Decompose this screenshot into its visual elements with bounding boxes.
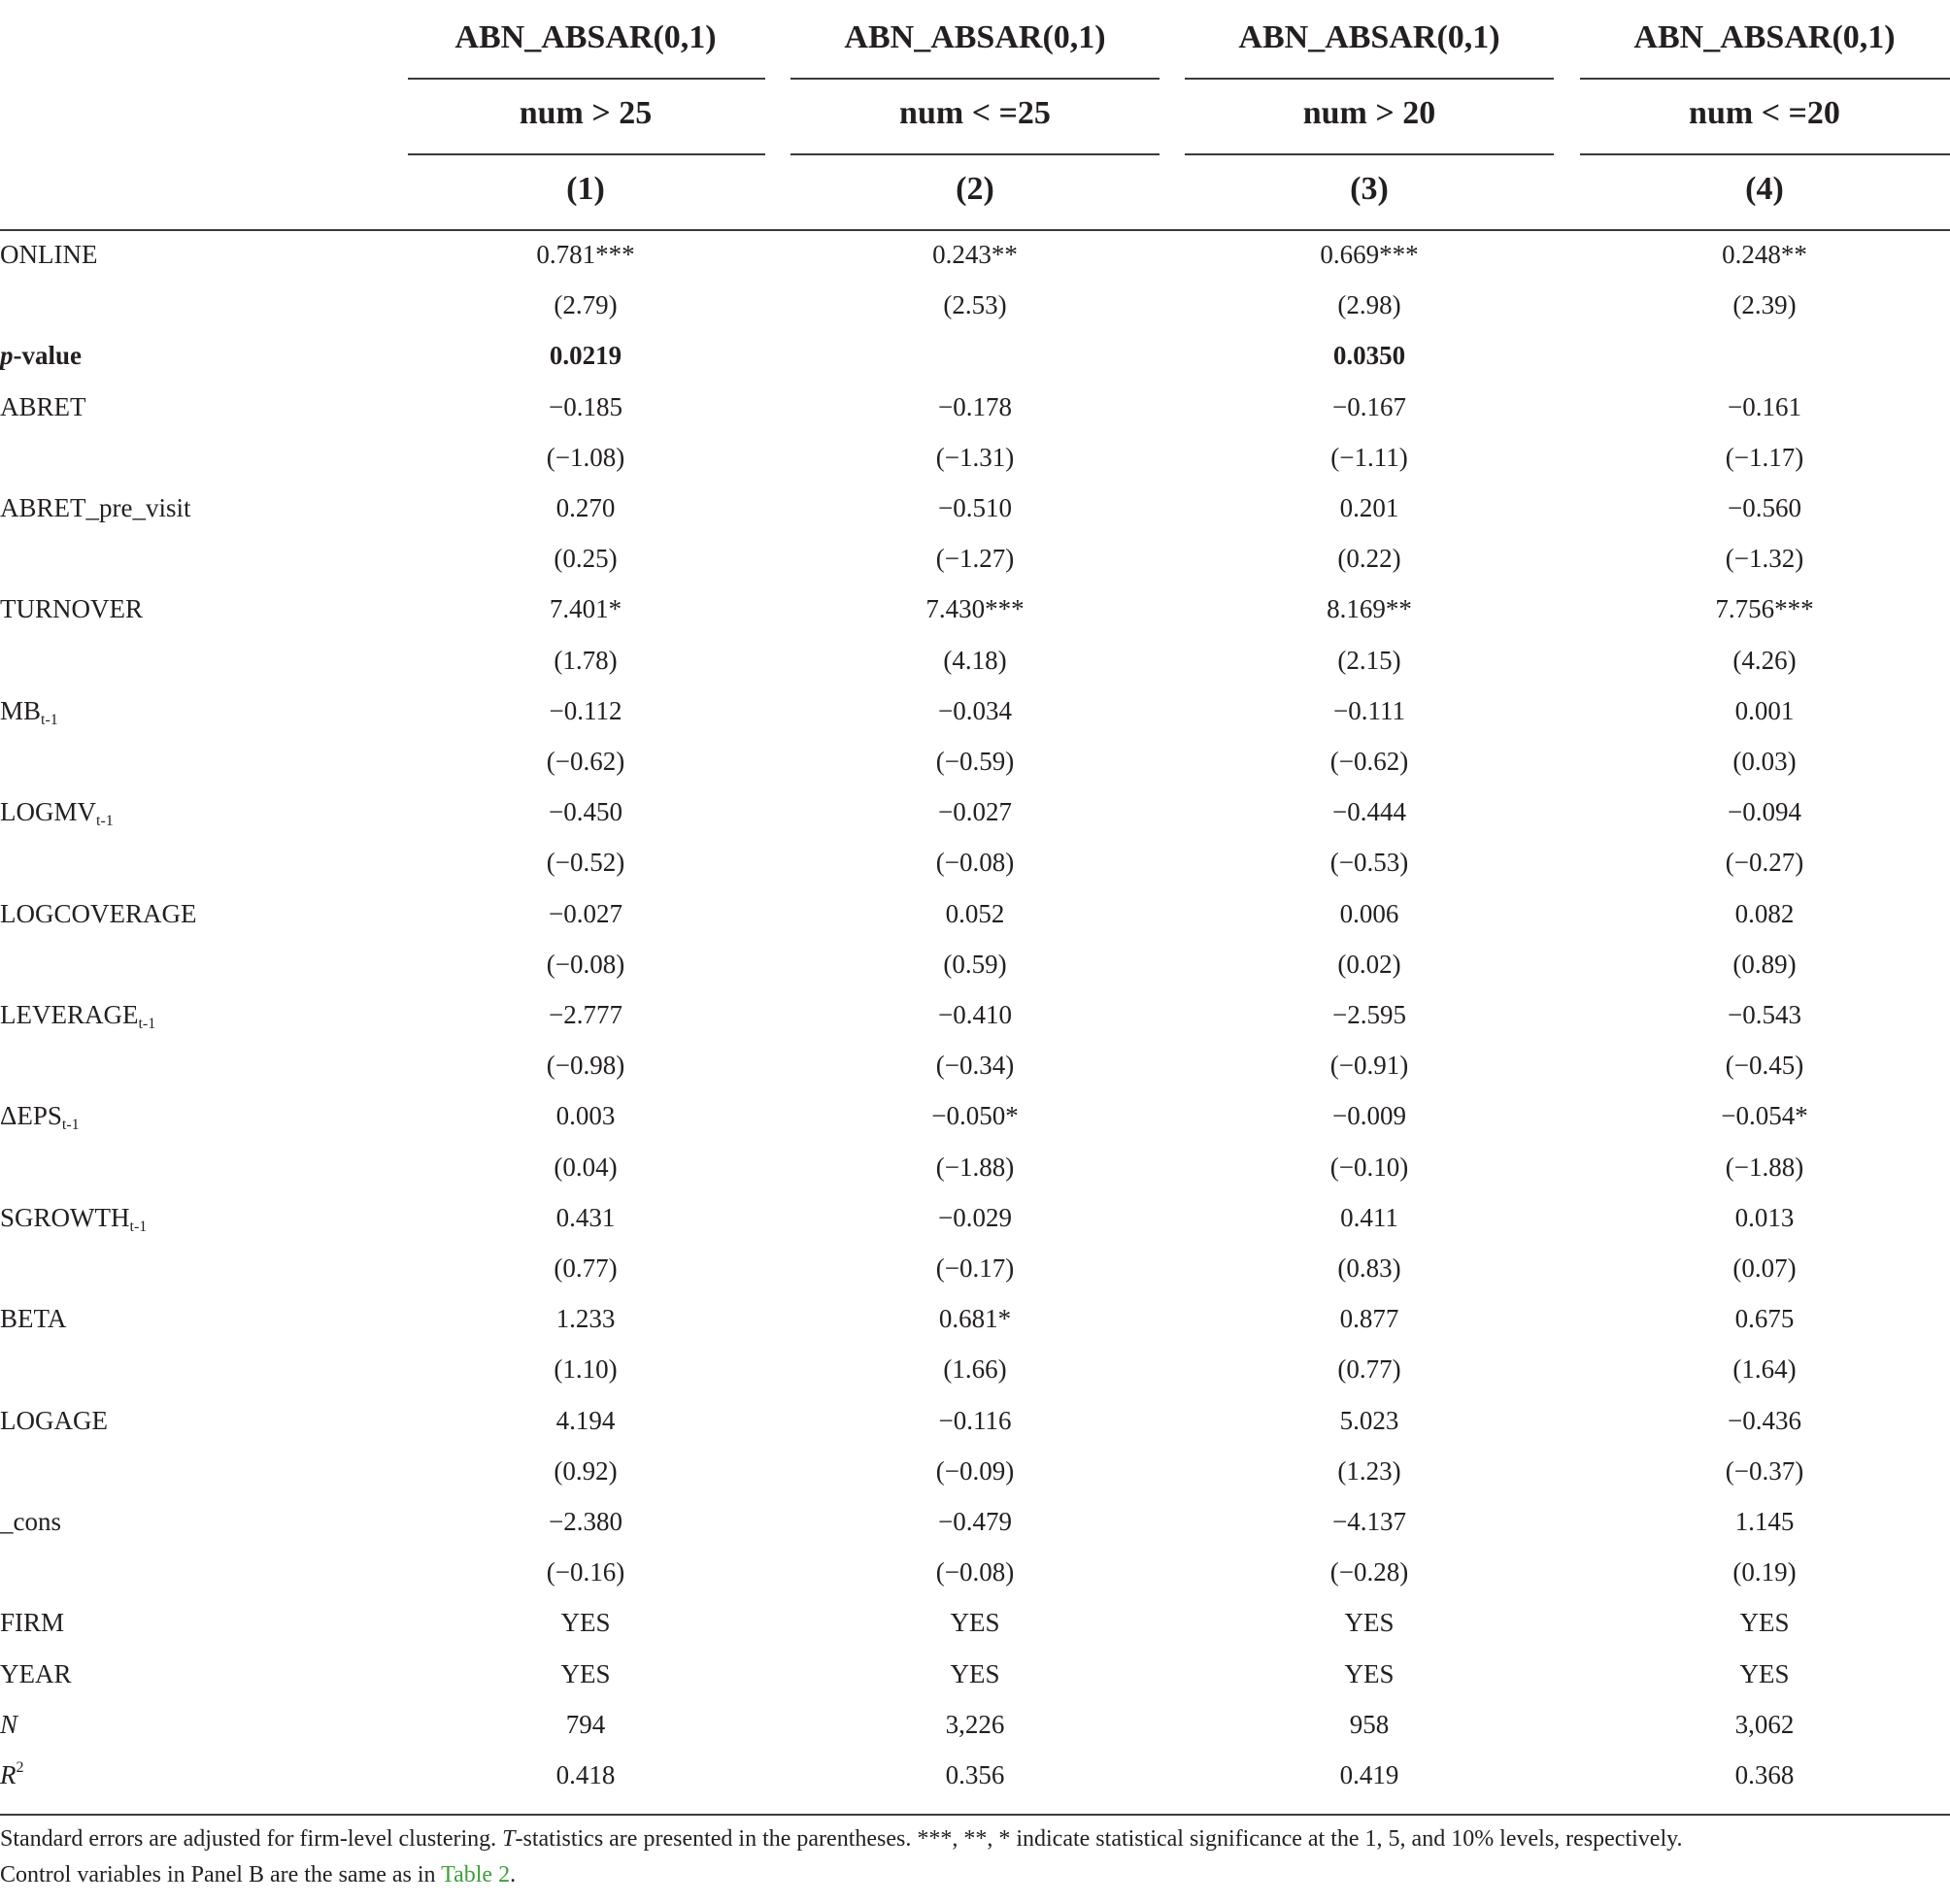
table-cell: −0.009 (1332, 1101, 1406, 1131)
table-cell: (−0.59) (935, 747, 1015, 776)
row-label-text: LOGAGE (0, 1405, 108, 1435)
table-cell: YES (1739, 1608, 1790, 1638)
table-row (0, 1090, 1950, 1141)
table-cell: (0.92) (554, 1455, 618, 1486)
table-cell: −0.543 (1728, 1000, 1801, 1029)
row-label-text: TURNOVER (0, 594, 143, 624)
table-row (0, 1293, 1950, 1344)
row-label-superscript: 2 (16, 1759, 24, 1776)
table-cell: 8.169** (1327, 594, 1412, 624)
table-cell: 7.401* (549, 594, 622, 624)
sample-header: num < =25 (899, 95, 1051, 131)
column-number-row (0, 151, 1950, 227)
table-row (0, 1496, 1950, 1547)
row-label (0, 1750, 24, 1800)
table-cell: 0.243** (932, 240, 1018, 269)
header-divider (1185, 153, 1554, 155)
table-cell: −0.027 (938, 797, 1012, 827)
table-cell: −0.111 (1333, 695, 1405, 725)
column-number: (1) (566, 171, 605, 207)
table-cell: −0.410 (938, 1000, 1012, 1029)
row-label (0, 989, 155, 1040)
row-label (0, 1597, 64, 1648)
table-cell: −0.094 (1728, 797, 1801, 827)
table-row (0, 786, 1950, 837)
row-label (0, 1699, 17, 1750)
table-row (0, 939, 1950, 989)
table-cell: −0.185 (549, 391, 622, 421)
table-cell: (−0.27) (1725, 848, 1804, 878)
table-cell: YES (560, 1608, 611, 1638)
table-cell: 0.0219 (549, 341, 622, 371)
row-label-italic: R (0, 1760, 17, 1789)
table-row (0, 1243, 1950, 1293)
table-cell: 0.201 (1339, 493, 1399, 522)
table-cell: −2.595 (1332, 1000, 1406, 1029)
row-label (0, 1496, 61, 1547)
table-cell: −0.034 (938, 695, 1012, 725)
table-cell: YES (1344, 1658, 1395, 1688)
table-cell: −0.479 (938, 1507, 1012, 1536)
table-cell: (0.04) (554, 1152, 618, 1182)
row-label-text: LOGMV (0, 797, 96, 827)
table-cell: (0.59) (943, 949, 1007, 979)
table-cell: 0.431 (555, 1202, 616, 1232)
table-cell: (2.39) (1732, 290, 1797, 320)
table-cell: −0.167 (1332, 391, 1406, 421)
row-label-text: YEAR (0, 1658, 72, 1688)
row-label-text: -value (13, 341, 82, 371)
table-row (0, 1040, 1950, 1090)
table-row (0, 989, 1950, 1040)
table-row (0, 837, 1950, 887)
row-label-text: LEVERAGE (0, 1000, 139, 1029)
table-cell: 0.669*** (1320, 240, 1419, 269)
table-cell (1580, 330, 1949, 381)
table-row (0, 1344, 1950, 1394)
table-cell: (−1.31) (935, 442, 1015, 472)
table-cell (790, 330, 1160, 381)
table-row (0, 1142, 1950, 1192)
row-label (0, 1192, 147, 1243)
table-cell: 0.368 (1734, 1760, 1795, 1789)
table-cell: (0.22) (1337, 544, 1401, 574)
table-cell: 0.003 (555, 1101, 616, 1131)
table-row (0, 1597, 1950, 1648)
dep-var-header-row (0, 0, 1950, 76)
table-cell: −0.510 (938, 493, 1012, 522)
table-row (0, 1192, 1950, 1243)
table-row (0, 1649, 1950, 1699)
table-cell: (−1.17) (1725, 442, 1804, 472)
header-divider (408, 78, 765, 80)
sample-header-row (0, 76, 1950, 151)
table-cell: −0.444 (1332, 797, 1406, 827)
table-cell: (−0.37) (1725, 1455, 1804, 1486)
table-cell: (0.07) (1732, 1253, 1797, 1283)
table-cell: 5.023 (1339, 1405, 1399, 1435)
table-cell: 0.0350 (1332, 341, 1406, 371)
table-cell: 0.419 (1339, 1760, 1399, 1789)
dep-var-header: ABN_ABSAR(0,1) (454, 19, 717, 55)
row-label-italic: N (0, 1709, 18, 1739)
table-cell: 0.418 (555, 1760, 616, 1789)
table-cell: 0.781*** (536, 240, 635, 269)
table-cell: 1.233 (555, 1304, 616, 1334)
table-cell: 7.430*** (925, 594, 1025, 624)
table-cell: (0.19) (1732, 1557, 1797, 1587)
table-cell: (−0.34) (935, 1051, 1015, 1081)
table-cell: (1.64) (1732, 1354, 1797, 1385)
row-label (0, 382, 86, 432)
table-cell: (−0.08) (935, 1557, 1015, 1587)
footnote-line-1: Standard errors are adjusted for firm-level clustering. T-statistics are presented in the parentheses. ***, **, * indicate statistical significance at the 1, 5, and 10% levels, respectively. (0, 1826, 1683, 1852)
table-cell: (2.98) (1337, 290, 1401, 320)
header-divider (790, 78, 1160, 80)
sample-header: num > 25 (519, 95, 653, 131)
table-cell: 0.356 (945, 1760, 1005, 1789)
table-cell: 3,062 (1734, 1709, 1795, 1739)
row-label (0, 786, 114, 837)
table-cell: 0.681* (938, 1304, 1012, 1334)
table-cell: (−0.17) (935, 1253, 1015, 1283)
table-cell: 0.082 (1734, 898, 1795, 928)
row-label (0, 483, 191, 533)
table-cell: 0.411 (1340, 1202, 1398, 1232)
table-cell: (−0.16) (546, 1557, 625, 1587)
table-cell: (0.03) (1732, 747, 1797, 776)
table-cell: (0.02) (1337, 949, 1401, 979)
table-cell: 0.001 (1734, 695, 1795, 725)
table-cell: 0.248** (1722, 240, 1807, 269)
table-cell: (−0.28) (1329, 1557, 1409, 1587)
table-cell: (4.26) (1732, 645, 1797, 675)
row-label-subscript: t-1 (96, 813, 114, 830)
table-cell: (0.83) (1337, 1253, 1401, 1283)
table-row (0, 229, 1950, 280)
row-label (0, 330, 82, 381)
table-cell: 0.270 (555, 493, 616, 522)
table-cell: 0.052 (945, 898, 1005, 928)
table-row (0, 330, 1950, 381)
table-cell: YES (560, 1658, 611, 1688)
table-row (0, 1395, 1950, 1446)
table-cell: 4.194 (555, 1405, 616, 1435)
table-cell: (2.15) (1337, 645, 1401, 675)
table-cell: (2.53) (943, 290, 1007, 320)
table-cell: (−0.98) (546, 1051, 625, 1081)
row-label-text: ABRET_pre_visit (0, 493, 191, 522)
table-cell: (−1.32) (1725, 544, 1804, 574)
table-cell: (1.66) (943, 1354, 1007, 1385)
table-cell: −0.029 (938, 1202, 1012, 1232)
table-cell: (0.77) (554, 1253, 618, 1283)
table-cell: (2.79) (554, 290, 618, 320)
table-row (0, 533, 1950, 584)
header-divider (408, 153, 765, 155)
table-cell: (−1.88) (1725, 1152, 1804, 1182)
header-divider (1580, 153, 1950, 155)
row-label (0, 1395, 108, 1446)
table-cell: 7.756*** (1715, 594, 1814, 624)
table-cell: (0.77) (1337, 1354, 1401, 1385)
sample-header: num > 20 (1302, 95, 1436, 131)
table-cell: (0.25) (554, 544, 618, 574)
dep-var-header: ABN_ABSAR(0,1) (1238, 19, 1500, 55)
dep-var-header: ABN_ABSAR(0,1) (1633, 19, 1896, 55)
table-cell: 1.145 (1734, 1507, 1795, 1536)
table-cell: 0.877 (1339, 1304, 1399, 1334)
table-cell: −2.777 (549, 1000, 622, 1029)
table-bottom-rule (0, 1814, 1950, 1816)
table-row (0, 1750, 1950, 1800)
table-cell: (−0.91) (1329, 1051, 1409, 1081)
table-cell: (0.89) (1732, 949, 1797, 979)
table-cell: 0.675 (1734, 1304, 1795, 1334)
table-cell: −0.027 (549, 898, 622, 928)
row-label-subscript: t-1 (61, 1117, 80, 1134)
table-cell: 0.013 (1734, 1202, 1795, 1232)
table-cell: (−1.08) (546, 442, 625, 472)
table-row (0, 685, 1950, 736)
row-label-text: ΔEPS (0, 1101, 62, 1131)
row-label-text: _cons (0, 1507, 61, 1536)
table-cell: (−0.53) (1329, 848, 1409, 878)
row-label-text: SGROWTH (0, 1202, 130, 1232)
header-divider (790, 153, 1160, 155)
table-cell: −2.380 (549, 1507, 622, 1536)
table-cell: −0.116 (938, 1405, 1012, 1435)
row-label-text: ONLINE (0, 240, 98, 269)
table-cell: (−0.62) (1329, 747, 1409, 776)
table-cell: YES (950, 1608, 1000, 1638)
row-label-subscript: t-1 (41, 711, 58, 728)
table-footnote (0, 1821, 1933, 1893)
table-cell: YES (1739, 1658, 1790, 1688)
table-cell: −0.178 (938, 391, 1012, 421)
table-row (0, 584, 1950, 634)
row-label (0, 888, 197, 939)
table-row (0, 382, 1950, 432)
row-label-subscript: t-1 (138, 1016, 156, 1032)
table-row (0, 280, 1950, 330)
table-cell: (−1.88) (935, 1152, 1015, 1182)
row-label-subscript: t-1 (129, 1218, 148, 1235)
table-row (0, 432, 1950, 483)
table-cell: (−0.45) (1725, 1051, 1804, 1081)
table-cell: −0.450 (549, 797, 622, 827)
table-cell: (1.23) (1337, 1455, 1401, 1486)
table-row (0, 736, 1950, 786)
dep-var-header: ABN_ABSAR(0,1) (844, 19, 1106, 55)
table-cell: 958 (1349, 1709, 1390, 1739)
table-cell: YES (950, 1658, 1000, 1688)
row-label (0, 1090, 80, 1141)
column-number: (2) (956, 171, 994, 207)
table-row (0, 888, 1950, 939)
row-label-text: BETA (0, 1304, 67, 1334)
row-label-text: FIRM (0, 1608, 65, 1638)
table-cell: (−1.11) (1330, 442, 1408, 472)
table-cell: −0.054* (1721, 1101, 1808, 1131)
table-row (0, 635, 1950, 685)
column-number: (3) (1350, 171, 1389, 207)
table-cell: (−1.27) (935, 544, 1015, 574)
table-cell: −0.560 (1728, 493, 1801, 522)
row-label (0, 1649, 72, 1699)
row-label-text: MB (0, 695, 42, 725)
table-cell: 794 (565, 1709, 606, 1739)
row-label-text: LOGCOVERAGE (0, 898, 197, 928)
row-label-italic: p (0, 341, 14, 371)
table-cell: (−0.52) (546, 848, 625, 878)
table-2-link[interactable]: Table 2 (441, 1862, 511, 1887)
table-cell: (−0.08) (546, 949, 625, 979)
row-label (0, 584, 143, 634)
row-label (0, 685, 58, 736)
table-cell: YES (1344, 1608, 1395, 1638)
table-cell: (4.18) (943, 645, 1007, 675)
row-label-text: ABRET (0, 391, 86, 421)
table-cell: −4.137 (1332, 1507, 1406, 1536)
sample-header: num < =20 (1689, 95, 1840, 131)
table-cell: −0.050* (931, 1101, 1019, 1131)
header-divider (1580, 78, 1950, 80)
table-row (0, 1547, 1950, 1597)
table-row (0, 1446, 1950, 1496)
table-cell: −0.436 (1728, 1405, 1801, 1435)
table-cell: (−0.62) (546, 747, 625, 776)
footnote-line-2: Control variables in Panel B are the same as in Table 2. (0, 1862, 517, 1887)
table-cell: −0.161 (1728, 391, 1801, 421)
table-cell: 3,226 (945, 1709, 1005, 1739)
table-cell: (−0.10) (1329, 1152, 1409, 1182)
table-cell: −0.112 (549, 695, 622, 725)
table-cell: (−0.09) (935, 1455, 1015, 1486)
row-label (0, 1293, 66, 1344)
table-row (0, 1699, 1950, 1750)
table-cell: (1.10) (554, 1354, 618, 1385)
table-row (0, 483, 1950, 533)
table-cell: (1.78) (554, 645, 618, 675)
header-divider (1185, 78, 1554, 80)
row-label (0, 229, 97, 280)
table-cell: (−0.08) (935, 848, 1015, 878)
table-cell: 0.006 (1339, 898, 1399, 928)
column-number: (4) (1745, 171, 1784, 207)
